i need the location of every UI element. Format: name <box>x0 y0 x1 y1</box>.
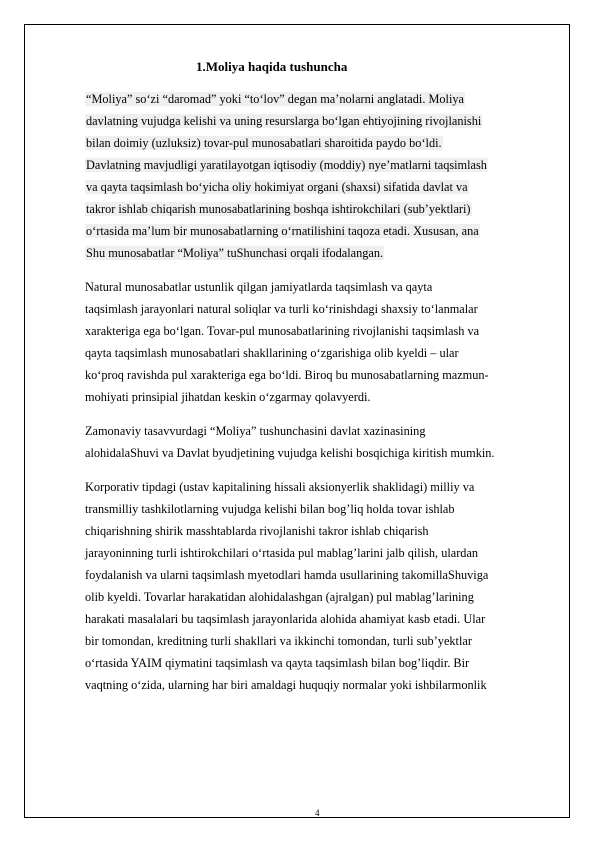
paragraph-line: vaqtning o‘zida, ularning har biri amaldagi huquqiy normalar yoki ishbilarmonlik <box>85 678 487 692</box>
highlighted-text: Shu munosabatlar “Moliya” tuShunchasi orqali ifodalangan. <box>86 246 384 260</box>
paragraph-line: Zamonaviy tasavvurdagi “Moliya” tushunchasini davlat xazinasining <box>85 424 426 438</box>
paragraph-line: ko‘proq ravishda pul xarakteriga ega bo‘ldi. Biroq bu munosabatlarning mazmun- <box>85 368 489 382</box>
highlighted-text: bilan doimiy (uzluksiz) tovar-pul munosabatlari sharoitida paydo bo‘ldi. <box>86 136 442 150</box>
highlighted-text: Davlatning mavjudligi yaratilayotgan iqtisodiy (moddiy) nye’matlarni taqsimlash <box>86 158 487 172</box>
paragraph-line: harakati masalalari bu taqsimlash jarayonlarida alohida ahamiyat kasb etadi. Ular <box>85 612 486 626</box>
paragraph-line: Korporativ tipdagi (ustav kapitalining hissali aksionyerlik shaklidagi) milliy va <box>85 480 475 494</box>
paragraph-line <box>85 201 472 218</box>
paragraph-line <box>85 157 488 174</box>
paragraph-line <box>85 245 384 262</box>
paragraph-line <box>85 135 443 152</box>
paragraph-line <box>85 91 465 108</box>
paragraph-line: o‘rtasida YAIM qiymatini taqsimlash va qayta taqsimlash bilan bog’liqdir. Bir <box>85 656 470 670</box>
paragraph-line: transmilliy tashkilotlarning vujudga kelishi bilan bog’liq holda tovar ishlab <box>85 502 455 516</box>
paragraph-line: olib kyeldi. Tovarlar harakatidan alohidalashgan (ajralgan) pul mablag’larining <box>85 590 474 604</box>
paragraph-line: chiqarishning shirik masshtablarda rivojlanishi takror ishlab chiqarish <box>85 524 429 538</box>
paragraph-line: qayta taqsimlash munosabatlari shakllarining o‘zgarishiga olib kyeldi – ular <box>85 346 459 360</box>
paragraph-line: Natural munosabatlar ustunlik qilgan jamiyatlarda taqsimlash va qayta <box>85 280 433 294</box>
highlighted-text: “Moliya” so‘zi “daromad” yoki “to‘lov” degan ma’nolarni anglatadi. Moliya <box>86 92 464 106</box>
paragraph-line: jarayoninning turli ishtirokchilari o‘rtasida pul mablag’larini jalb qilish, ulardan <box>85 546 479 560</box>
paragraph-line: foydalanish va ularni taqsimlash myetodlari hamda usullarining takomillaShuviga <box>85 568 489 582</box>
paragraph-line <box>85 179 469 196</box>
paragraph-line <box>85 113 482 130</box>
page-number: 4 <box>315 808 320 818</box>
section-title: 1.Moliya haqida tushuncha <box>196 59 348 74</box>
highlighted-text: takror ishlab chiqarish munosabatlarining boshqa ishtirokchilari (sub’yektlari) <box>86 202 471 216</box>
paragraph-line: alohidalaShuvi va Davlat byudjetining vujudga kelishi bosqichiga kiritish mumkin. <box>85 446 495 460</box>
paragraph-line: mohiyati prinsipial jihatdan keskin o‘zgarmay qolavyerdi. <box>85 390 371 404</box>
highlighted-text: davlatning vujudga kelishi va uning resurslarga bo‘lgan ehtiyojining rivojlanishi <box>86 114 482 128</box>
paragraph-line: taqsimlash jarayonlari natural soliqlar va turli ko‘rinishdagi shaxsiy to‘lanmalar <box>85 302 478 316</box>
paragraph-line: bir tomondan, kreditning turli shakllari va ikkinchi tomondan, turli sub’yektlar <box>85 634 472 648</box>
highlighted-text: o‘rtasida ma’lum bir munosabatlarning o‘rnatilishini taqoza etadi. Xususan, ana <box>86 224 479 238</box>
paragraph-line <box>85 223 480 240</box>
paragraph-line: xarakteriga ega bo‘lgan. Tovar-pul munosabatlarining rivojlanishi taqsimlash va <box>85 324 480 338</box>
highlighted-text: va qayta taqsimlash bo‘yicha oliy hokimiyat organi (shaxsi) sifatida davlat va <box>86 180 468 194</box>
